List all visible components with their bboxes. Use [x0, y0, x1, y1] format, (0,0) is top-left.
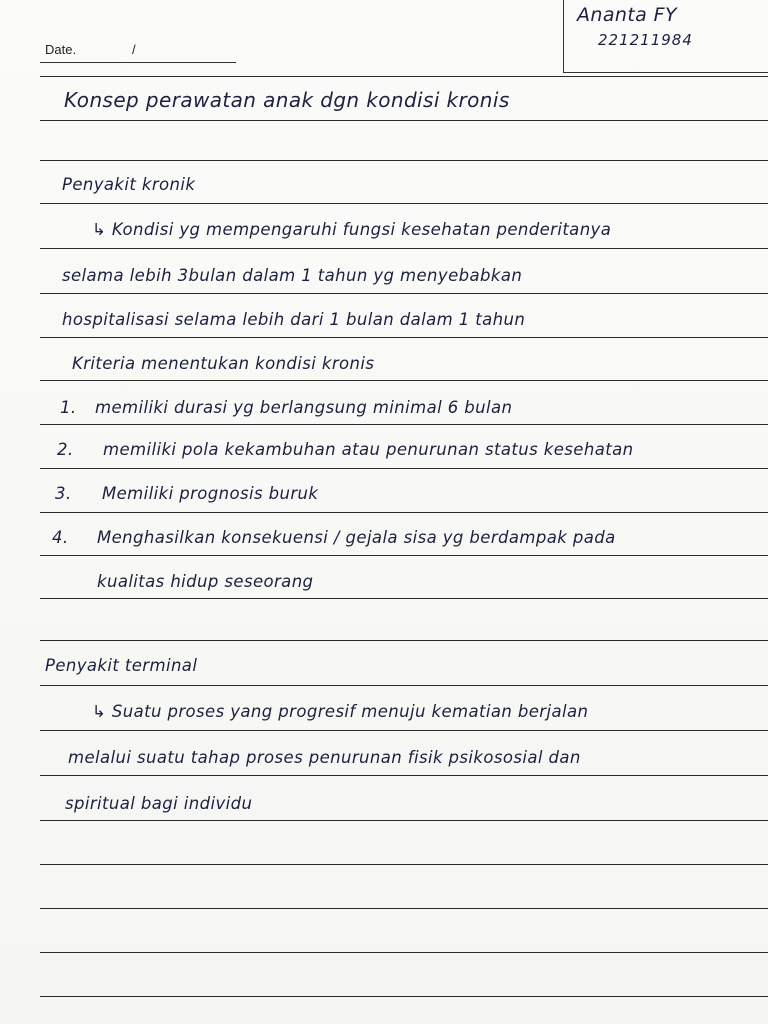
ruled-line	[40, 555, 768, 556]
ruled-line	[40, 820, 768, 821]
ruled-line	[40, 76, 768, 77]
definition-line: hospitalisasi selama lebih dari 1 bulan dalam 1 tahun	[62, 310, 526, 329]
criteria-number: 3.	[55, 484, 72, 503]
ruled-line	[40, 337, 768, 338]
ruled-line	[40, 380, 768, 381]
definition-line: ↳ Kondisi yg mempengaruhi fungsi kesehatan penderitanya	[92, 220, 612, 239]
ruled-line	[40, 775, 768, 776]
criteria-item: memiliki pola kekambuhan atau penurunan status kesehatan	[103, 440, 634, 459]
section-heading-penyakit-terminal: Penyakit terminal	[45, 656, 198, 675]
criteria-item: Memiliki prognosis buruk	[102, 484, 319, 503]
ruled-line	[40, 293, 768, 294]
notes-title: Konsep perawatan anak dgn kondisi kronis	[64, 88, 510, 112]
definition-line: selama lebih 3bulan dalam 1 tahun yg menyebabkan	[62, 266, 523, 285]
date-separator: /	[132, 42, 136, 57]
ruled-line	[40, 248, 768, 249]
criteria-number: 4.	[52, 528, 69, 547]
section-heading-penyakit-kronik: Penyakit kronik	[62, 175, 196, 194]
ruled-line	[40, 996, 768, 997]
author-name: Ananta FY	[577, 4, 677, 26]
ruled-line	[40, 730, 768, 731]
ruled-line	[40, 512, 768, 513]
criteria-continuation: kualitas hidup seseorang	[97, 572, 314, 591]
definition-line: melalui suatu tahap proses penurunan fisik psikososial dan	[68, 748, 581, 767]
ruled-line	[40, 952, 768, 953]
ruled-line	[40, 160, 768, 161]
ruled-line	[40, 424, 768, 425]
date-underline	[40, 62, 236, 63]
ruled-line	[40, 120, 768, 121]
ruled-line	[40, 203, 768, 204]
ruled-line	[40, 685, 768, 686]
ruled-line	[40, 598, 768, 599]
criteria-item: memiliki durasi yg berlangsung minimal 6 bulan	[95, 398, 513, 417]
ruled-line	[40, 468, 768, 469]
author-id: 221211984	[598, 31, 693, 49]
criteria-heading: Kriteria menentukan kondisi kronis	[72, 354, 375, 373]
ruled-line	[40, 908, 768, 909]
criteria-number: 2.	[57, 440, 74, 459]
criteria-number: 1.	[60, 398, 77, 417]
ruled-line	[40, 640, 768, 641]
definition-line: spiritual bagi individu	[65, 794, 253, 813]
date-label: Date.	[45, 42, 77, 57]
ruled-line	[40, 864, 768, 865]
definition-line: ↳ Suatu proses yang progresif menuju kematian berjalan	[92, 702, 589, 721]
criteria-item: Menghasilkan konsekuensi / gejala sisa yg berdampak pada	[97, 528, 616, 547]
